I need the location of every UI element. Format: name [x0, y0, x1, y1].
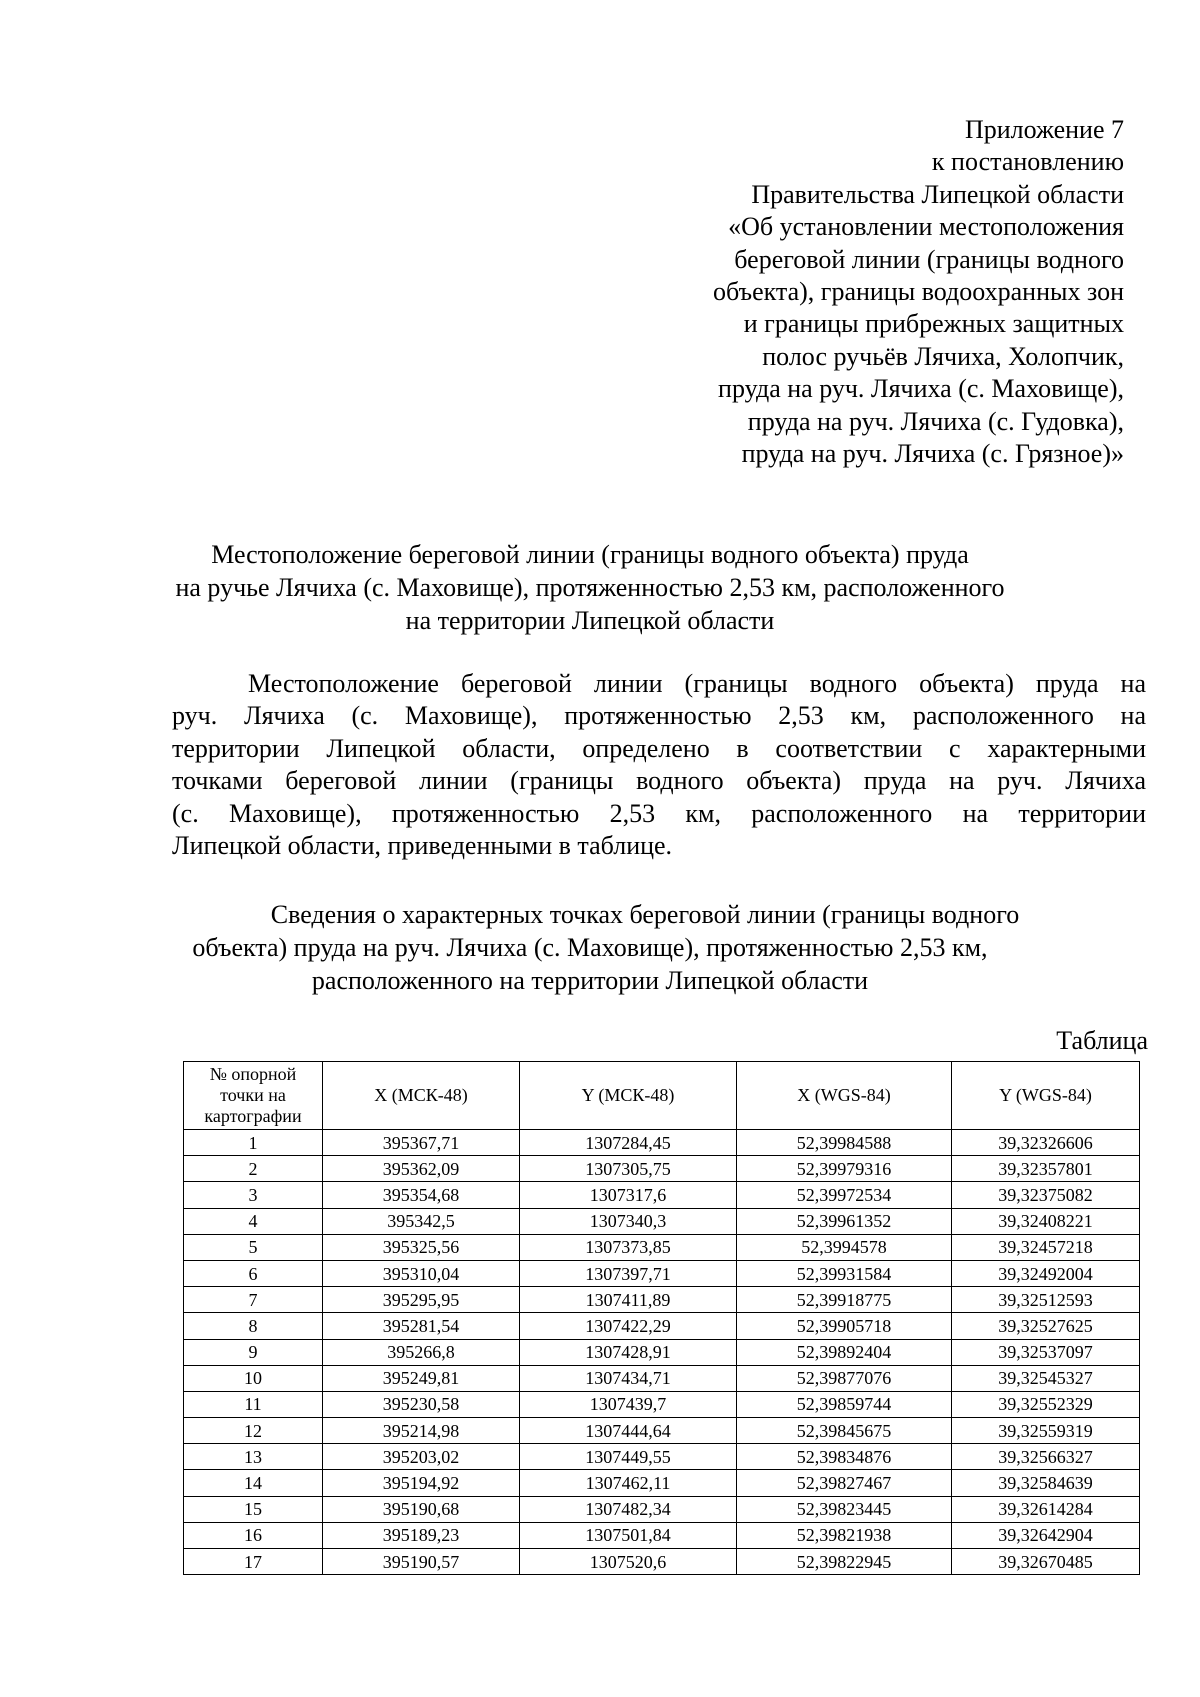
cell-y-wgs: 39,32457218: [952, 1234, 1140, 1260]
cell-x-msk: 395190,57: [323, 1549, 520, 1575]
cell-y-msk: 1307439,7: [520, 1391, 737, 1417]
annex-line: береговой линии (границы водного: [734, 244, 1124, 274]
cell-x-wgs: 52,39822945: [737, 1549, 952, 1575]
cell-y-wgs: 39,32566327: [952, 1444, 1140, 1470]
table-row: [184, 1522, 1140, 1548]
cell-x-msk: 395310,04: [323, 1260, 520, 1286]
cell-point-number: 9: [184, 1339, 323, 1365]
cell-y-msk: 1307411,89: [520, 1287, 737, 1313]
table-row: [184, 1418, 1140, 1444]
table-row: [184, 1130, 1140, 1156]
header-x-wgs: X (WGS-84): [737, 1062, 952, 1130]
cell-x-wgs: 52,39918775: [737, 1287, 952, 1313]
table-row: [184, 1391, 1140, 1417]
cell-y-wgs: 39,32512593: [952, 1287, 1140, 1313]
table-row: [184, 1549, 1140, 1575]
cell-x-msk: 395249,81: [323, 1365, 520, 1391]
cell-x-msk: 395190,68: [323, 1496, 520, 1522]
cell-x-wgs: 52,39834876: [737, 1444, 952, 1470]
caption-line: объекта) пруда на руч. Лячиха (с. Маховище), протяженностью 2,53 км,: [192, 933, 988, 962]
cell-x-wgs: 52,39961352: [737, 1208, 952, 1234]
cell-y-wgs: 39,32492004: [952, 1260, 1140, 1286]
annex-line: и границы прибрежных защитных: [743, 309, 1124, 339]
cell-x-msk: 395214,98: [323, 1418, 520, 1444]
cell-x-wgs: 52,39979316: [737, 1156, 952, 1182]
table-row: [184, 1365, 1140, 1391]
cell-y-msk: 1307520,6: [520, 1549, 737, 1575]
document-title: [150, 538, 1030, 637]
cell-x-msk: 395354,68: [323, 1182, 520, 1208]
table-label: Таблица: [1056, 1026, 1148, 1055]
cell-x-wgs: 52,39972534: [737, 1182, 952, 1208]
cell-x-wgs: 52,39931584: [737, 1260, 952, 1286]
header-point-number: [184, 1062, 323, 1130]
cell-y-msk: 1307373,85: [520, 1234, 737, 1260]
cell-x-msk: 395230,58: [323, 1391, 520, 1417]
annex-line: к постановлению: [931, 147, 1124, 177]
table-row: [184, 1444, 1140, 1470]
cell-x-msk: 395367,71: [323, 1130, 520, 1156]
paragraph-line: точками береговой линии (границы водного объекта) пруда на руч. Лячиха: [172, 766, 1146, 796]
cell-point-number: 5: [184, 1234, 323, 1260]
table-body: [184, 1130, 1140, 1575]
cell-x-wgs: 52,39827467: [737, 1470, 952, 1496]
cell-y-msk: 1307482,34: [520, 1496, 737, 1522]
annex-line: Приложение 7: [964, 115, 1124, 144]
table-row: [184, 1496, 1140, 1522]
annex-line: Правительства Липецкой области: [751, 179, 1124, 209]
cell-y-wgs: 39,32527625: [952, 1313, 1140, 1339]
cell-x-wgs: 52,39892404: [737, 1339, 952, 1365]
cell-x-msk: 395203,02: [323, 1444, 520, 1470]
table-row: [184, 1260, 1140, 1286]
table-row: [184, 1234, 1140, 1260]
table-header-row: [184, 1062, 1140, 1130]
caption-line: расположенного на территории Липецкой области: [311, 966, 869, 995]
cell-point-number: 10: [184, 1365, 323, 1391]
table-row: [184, 1287, 1140, 1313]
cell-point-number: 4: [184, 1208, 323, 1234]
cell-point-number: 7: [184, 1287, 323, 1313]
cell-y-wgs: 39,32408221: [952, 1208, 1140, 1234]
title-line: на территории Липецкой области: [405, 606, 775, 635]
table-row: [184, 1313, 1140, 1339]
cell-point-number: 1: [184, 1130, 323, 1156]
annex-line: полос ручьёв Лячиха, Холопчик,: [762, 341, 1124, 371]
paragraph-line: Липецкой области, приведенными в таблице.: [172, 831, 673, 861]
annex-header: [604, 114, 1124, 470]
cell-point-number: 16: [184, 1522, 323, 1548]
cell-y-wgs: 39,32545327: [952, 1365, 1140, 1391]
cell-y-msk: 1307501,84: [520, 1522, 737, 1548]
cell-x-wgs: 52,39905718: [737, 1313, 952, 1339]
cell-y-msk: 1307462,11: [520, 1470, 737, 1496]
cell-x-msk: 395266,8: [323, 1339, 520, 1365]
cell-y-msk: 1307449,55: [520, 1444, 737, 1470]
header-x-msk: X (МСК-48): [323, 1062, 520, 1130]
cell-x-wgs: 52,39821938: [737, 1522, 952, 1548]
cell-point-number: 13: [184, 1444, 323, 1470]
cell-point-number: 17: [184, 1549, 323, 1575]
annex-line: объекта), границы водоохранных зон: [713, 277, 1124, 307]
cell-x-msk: 395325,56: [323, 1234, 520, 1260]
cell-point-number: 2: [184, 1156, 323, 1182]
table-caption: [150, 898, 1030, 997]
cell-point-number: 11: [184, 1391, 323, 1417]
cell-y-wgs: 39,32584639: [952, 1470, 1140, 1496]
cell-y-msk: 1307340,3: [520, 1208, 737, 1234]
header-y-msk: Y (МСК-48): [520, 1062, 737, 1130]
header-line: картографии: [204, 1106, 302, 1126]
cell-point-number: 15: [184, 1496, 323, 1522]
cell-y-msk: 1307317,6: [520, 1182, 737, 1208]
annex-line: пруда на руч. Лячиха (с. Гудовка),: [747, 406, 1124, 436]
paragraph-line: руч. Лячиха (с. Маховище), протяженностью 2,53 км, расположенного на: [172, 701, 1146, 731]
title-line: Местоположение береговой линии (границы водного объекта) пруда: [211, 540, 969, 569]
table-row: [184, 1208, 1140, 1234]
cell-y-wgs: 39,32614284: [952, 1496, 1140, 1522]
cell-y-msk: 1307397,71: [520, 1260, 737, 1286]
cell-point-number: 12: [184, 1418, 323, 1444]
table-row: [184, 1339, 1140, 1365]
cell-y-wgs: 39,32537097: [952, 1339, 1140, 1365]
cell-x-msk: 395342,5: [323, 1208, 520, 1234]
cell-x-wgs: 52,39823445: [737, 1496, 952, 1522]
header-line: точки на: [220, 1085, 286, 1105]
cell-y-msk: 1307422,29: [520, 1313, 737, 1339]
cell-x-wgs: 52,39877076: [737, 1365, 952, 1391]
paragraph-line: территории Липецкой области, определено в соответствии с характерными: [172, 733, 1146, 763]
cell-y-wgs: 39,32642904: [952, 1522, 1140, 1548]
caption-line: Сведения о характерных точках береговой линии (границы водного: [270, 900, 1020, 929]
cell-x-msk: 395194,92: [323, 1470, 520, 1496]
paragraph-line: Местоположение береговой линии (границы водного объекта) пруда на: [248, 669, 1146, 698]
body-paragraph: [172, 668, 1146, 862]
table-row: [184, 1182, 1140, 1208]
paragraph-line: (с. Маховище), протяженностью 2,53 км, расположенного на территории: [172, 798, 1146, 828]
table-row: [184, 1470, 1140, 1496]
cell-point-number: 6: [184, 1260, 323, 1286]
title-line: на ручье Лячиха (с. Маховище), протяженностью 2,53 км, расположенного: [175, 573, 1005, 602]
cell-y-msk: 1307434,71: [520, 1365, 737, 1391]
header-line: № опорной: [209, 1064, 297, 1084]
cell-y-wgs: 39,32375082: [952, 1182, 1140, 1208]
cell-x-msk: 395189,23: [323, 1522, 520, 1548]
annex-line: «Об установлении местоположения: [728, 212, 1124, 242]
cell-x-msk: 395281,54: [323, 1313, 520, 1339]
header-y-wgs: Y (WGS-84): [952, 1062, 1140, 1130]
cell-x-msk: 395295,95: [323, 1287, 520, 1313]
cell-point-number: 8: [184, 1313, 323, 1339]
cell-y-msk: 1307305,75: [520, 1156, 737, 1182]
annex-line: пруда на руч. Лячиха (с. Грязное)»: [741, 439, 1124, 469]
cell-x-wgs: 52,39984588: [737, 1130, 952, 1156]
cell-x-wgs: 52,39845675: [737, 1418, 952, 1444]
cell-x-wgs: 52,3994578: [737, 1234, 952, 1260]
cell-y-msk: 1307428,91: [520, 1339, 737, 1365]
table-row: [184, 1156, 1140, 1182]
points-table: [183, 1061, 1140, 1575]
cell-y-wgs: 39,32357801: [952, 1156, 1140, 1182]
cell-point-number: 3: [184, 1182, 323, 1208]
cell-y-wgs: 39,32326606: [952, 1130, 1140, 1156]
cell-y-wgs: 39,32552329: [952, 1391, 1140, 1417]
cell-y-wgs: 39,32559319: [952, 1418, 1140, 1444]
cell-y-msk: 1307284,45: [520, 1130, 737, 1156]
cell-y-msk: 1307444,64: [520, 1418, 737, 1444]
cell-point-number: 14: [184, 1470, 323, 1496]
annex-line: пруда на руч. Лячиха (с. Маховище),: [718, 374, 1124, 404]
cell-x-msk: 395362,09: [323, 1156, 520, 1182]
cell-y-wgs: 39,32670485: [952, 1549, 1140, 1575]
cell-x-wgs: 52,39859744: [737, 1391, 952, 1417]
